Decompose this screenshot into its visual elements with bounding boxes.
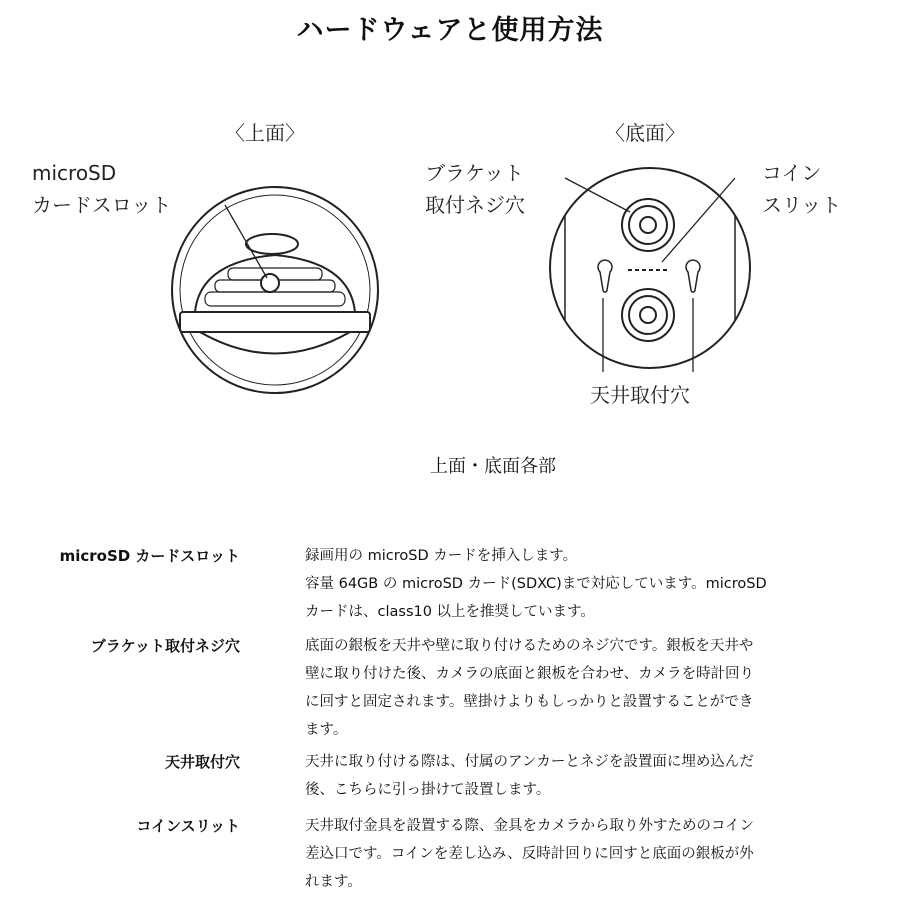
desc-line: 録画用の microSD カードを挿入します。 <box>305 548 578 564</box>
desc-line: 天井取付金具を設置する際、金具をカメラから取り外すためのコイン <box>305 818 755 834</box>
part-term: 天井取付穴 <box>164 753 240 771</box>
label-bracket: ブラケット <box>425 161 524 185</box>
figure-caption: 上面・底面各部 <box>430 456 556 477</box>
part-term: コインスリット <box>136 817 240 835</box>
label-slit: スリット <box>762 193 842 217</box>
desc-line: カードは、class10 以上を推奨しています。 <box>305 604 595 620</box>
top-view-camera <box>172 187 378 393</box>
label-bracket-screw: 取付ネジ穴 <box>425 193 525 217</box>
bottom-view-camera <box>550 168 750 372</box>
page-title: ハードウェアと使用方法 <box>296 15 604 46</box>
desc-line: 壁に取り付けた後、カメラの底面と銀板を合わせ、カメラを時計回り <box>305 666 755 682</box>
part-description <box>305 632 754 744</box>
part-description <box>305 542 767 626</box>
label-microsd: microSD <box>32 161 117 185</box>
desc-line: 差込口です。コインを差し込み、反時計回りに回すと底面の銀板が外 <box>305 846 754 862</box>
desc-line: 底面の銀板を天井や壁に取り付けるためのネジ穴です。銀板を天井や <box>305 638 754 654</box>
label-card-slot: カードスロット <box>32 193 172 217</box>
bottom-view-heading: 〈底面〉 <box>605 121 685 145</box>
hardware-illustration <box>0 0 900 440</box>
desc-line: 容量 64GB の microSD カード(SDXC)まで対応しています。microSD <box>305 576 767 592</box>
desc-line: れます。 <box>305 874 362 890</box>
part-term: ブラケット取付ネジ穴 <box>90 637 240 655</box>
top-view-heading: 〈上面〉 <box>225 121 305 145</box>
label-coin: コイン <box>762 161 822 185</box>
part-term: microSD カードスロット <box>59 547 240 565</box>
part-description <box>305 748 754 804</box>
desc-line: 後、こちらに引っ掛けて設置します。 <box>305 782 551 798</box>
desc-line: 天井に取り付ける際は、付属のアンカーとネジを設置面に埋め込んだ <box>305 754 754 770</box>
part-description <box>305 812 754 896</box>
desc-line: に回すと固定されます。壁掛けよりもしっかりと設置することができ <box>305 694 754 710</box>
desc-line: ます。 <box>305 722 348 738</box>
label-ceiling-holes: 天井取付穴 <box>590 383 690 407</box>
